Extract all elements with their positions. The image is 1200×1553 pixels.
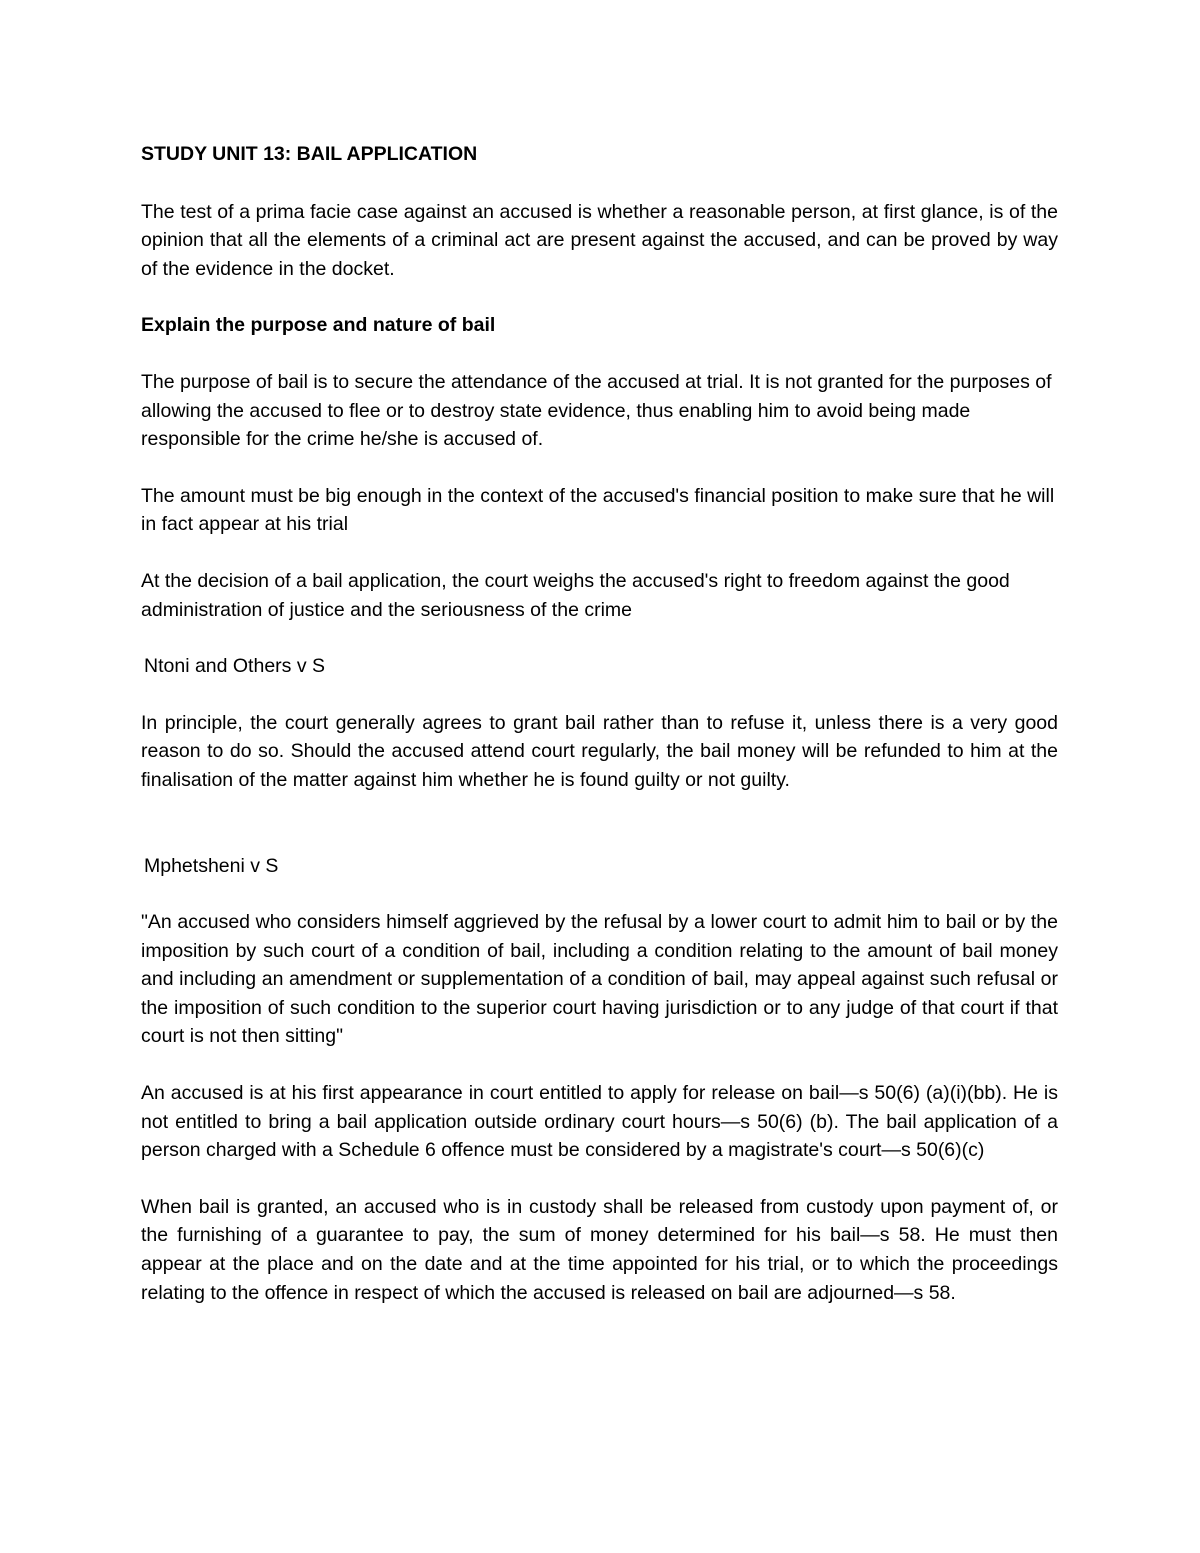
case-ntoni-paragraph: In principle, the court generally agrees to grant bail rather than to refuse it, unless there is a very good reason to do so. Should the accused attend court regularly, the bail money will be refunded to him at the finalisation of the matter against him whether he is found guilty or not guilty. — [141, 711, 1058, 791]
first-appearance-paragraph: An accused is at his first appearance in court entitled to apply for release on bail—s 50(6) (a)(i)(bb). He is not entitled to bring a bail application outside ordinary court hours—s 50(6) (b). The bail application of a person charged with a Schedule 6 offence must be considered by a magistrate's court—s 50(6)(c) — [141, 1082, 1058, 1162]
intro-paragraph: The test of a prima facie case against an accused is whether a reasonable person, at first glance, is of the opinion that all the elements of a criminal act are present against the accused, and can be proved by way of the evidence in the docket. — [141, 200, 1058, 280]
case-name-ntoni: Ntoni and Others v S — [144, 655, 326, 678]
section-heading-purpose: Explain the purpose and nature of bail — [141, 314, 496, 337]
purpose-paragraph-2: The amount must be big enough in the context of the accused's financial position to make sure that he will in fact appear at his trial — [141, 484, 1055, 536]
case-mphetsheni-quote: "An accused who considers himself aggrieved by the refusal by a lower court to admit him to bail or by the imposition by such court of a condition of bail, including a condition relating to the amount of bail money and including an amendment or supplementation of a condition of bail, may appeal against such refusal or the imposition of such condition to the superior court having jurisdiction or to any judge of that court if that court is not then sitting" — [141, 911, 1058, 1048]
purpose-paragraph-1: The purpose of bail is to secure the attendance of the accused at trial. It is not granted for the purposes of allowing the accused to flee or to destroy state evidence, thus enabling him to avoid being made responsible for the crime he/she is accused of. — [141, 370, 1052, 451]
release-paragraph: When bail is granted, an accused who is in custody shall be released from custody upon payment of, or the furnishing of a guarantee to pay, the sum of money determined for his bail—s 58. He must then appear at the place and on the date and at the time appointed for his trial, or to which the proceedings relating to the offence in respect of which the accused is released on bail are adjourned—s 58. — [141, 1195, 1058, 1304]
document-title: STUDY UNIT 13: BAIL APPLICATION — [141, 143, 478, 165]
document-page — [141, 140, 1058, 1335]
case-name-mphetsheni: Mphetsheni v S — [144, 854, 279, 877]
purpose-paragraph-3: At the decision of a bail application, the court weighs the accused's right to freedom against the good administration of justice and the seriousness of the crime — [141, 569, 1010, 621]
